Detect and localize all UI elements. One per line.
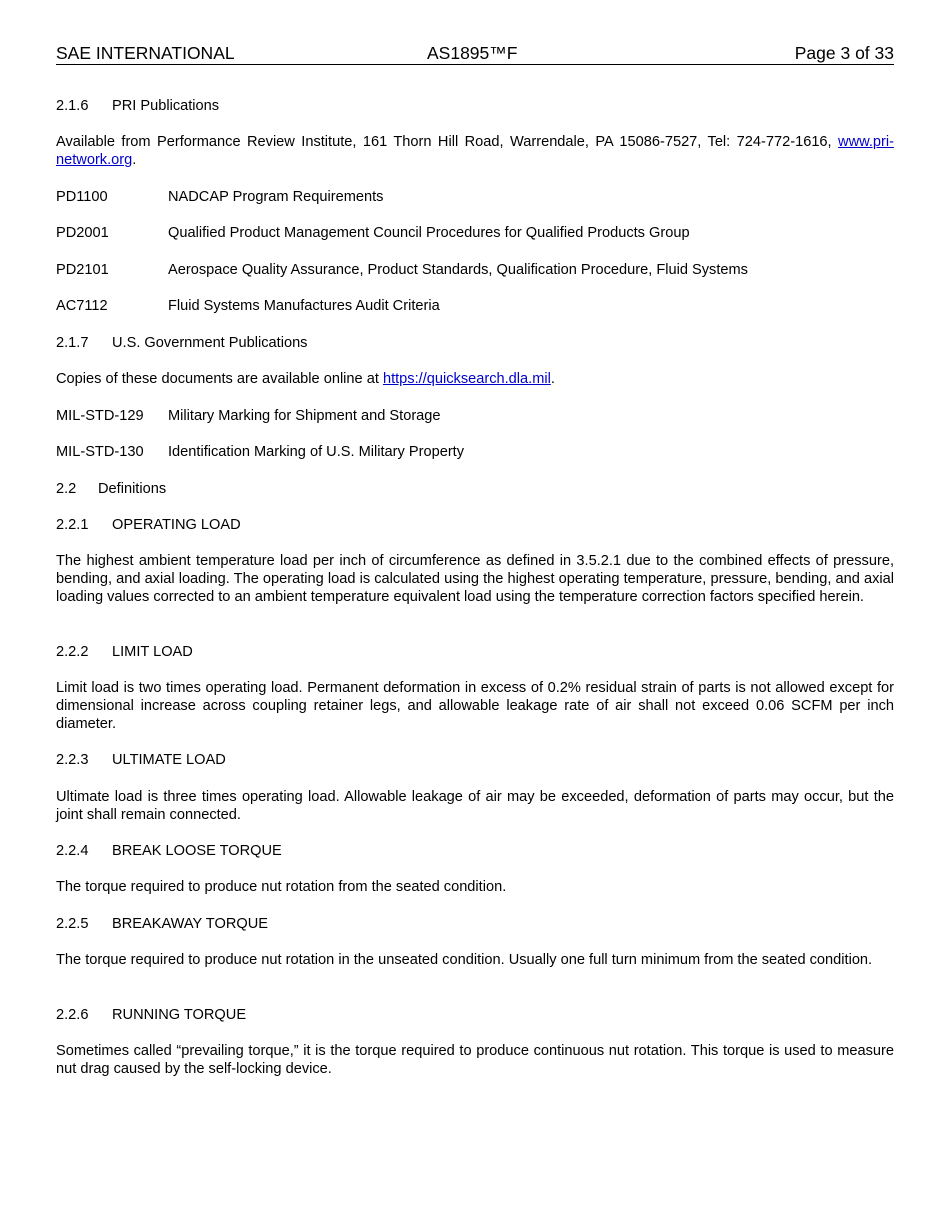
- reference-code: AC7112: [56, 298, 108, 314]
- section-title: PRI Publications: [112, 98, 220, 114]
- section-heading-2-2-2: [56, 643, 894, 661]
- section-heading-2-2-4: [56, 842, 894, 860]
- reference-title: NADCAP Program Requirements: [168, 189, 384, 205]
- paragraph-text: Available from Performance Review Institute, 161 Thorn Hill Road, Warrendale, PA 15086-7527, Tel: 724-772-1616,: [56, 134, 832, 150]
- reference-item: [56, 297, 894, 315]
- reference-item: [56, 407, 894, 425]
- reference-item: [56, 261, 894, 279]
- section-heading-2-2: [56, 480, 894, 498]
- section-title: U.S. Government Publications: [112, 335, 308, 351]
- section-title: Definitions: [98, 481, 167, 497]
- section-number: 2.1.7: [56, 335, 89, 351]
- reference-item: [56, 443, 894, 461]
- reference-title: Fluid Systems Manufactures Audit Criteria: [168, 298, 440, 314]
- reference-code: MIL-STD-130: [56, 444, 144, 460]
- section-heading-2-1-7: [56, 334, 894, 352]
- limit-load-definition: Limit load is two times operating load. Permanent deformation in excess of 0.2% residual strain of parts is not allowed except for dimensional increase across coupling retainer legs, and allowable leakage rate of air shall not exceed 0.06 SCFM per inch diameter.: [56, 680, 894, 733]
- section-title: OPERATING LOAD: [112, 517, 241, 533]
- reference-code: PD2101: [56, 262, 109, 278]
- section-title: LIMIT LOAD: [112, 644, 193, 660]
- reference-title: Qualified Product Management Council Procedures for Qualified Products Group: [168, 225, 690, 241]
- header-organization: SAE INTERNATIONAL: [56, 43, 235, 63]
- section-number: 2.2: [56, 481, 77, 497]
- section-number: 2.2.5: [56, 916, 89, 932]
- reference-title: Military Marking for Shipment and Storage: [168, 408, 441, 424]
- section-heading-2-2-6: [56, 1006, 894, 1024]
- section-number: 2.2.1: [56, 517, 89, 533]
- ultimate-load-definition: Ultimate load is three times operating load. Allowable leakage of air may be exceeded, deformation of parts may occur, but the joint shall remain connected.: [56, 789, 894, 824]
- break-loose-torque-definition: The torque required to produce nut rotation from the seated condition.: [56, 879, 507, 895]
- reference-item: [56, 224, 894, 242]
- section-title: BREAKAWAY TORQUE: [112, 916, 268, 932]
- section-number: 2.2.2: [56, 644, 89, 660]
- section-number: 2.2.6: [56, 1007, 89, 1023]
- running-torque-definition: Sometimes called “prevailing torque,” it is the torque required to produce continuous nut rotation. This torque is used to measure nut drag caused by the self-locking device.: [56, 1043, 894, 1078]
- pri-website-link[interactable]: www.pri-network.org: [56, 134, 894, 169]
- section-heading-2-2-5: [56, 915, 894, 933]
- section-heading-2-1-6: [56, 97, 894, 115]
- section-number: 2.1.6: [56, 98, 89, 114]
- header-document-number: AS1895™F: [427, 43, 518, 63]
- pri-availability-paragraph: Available from Performance Review Institute, 161 Thorn Hill Road, Warrendale, PA 15086-7527, Tel: 724-772-1616, www.pri-network.org.: [56, 134, 894, 169]
- breakaway-torque-definition: The torque required to produce nut rotation in the unseated condition. Usually one full turn minimum from the seated condition.: [56, 952, 873, 968]
- section-title: BREAK LOOSE TORQUE: [112, 843, 282, 859]
- paragraph-text: Copies of these documents are available online at: [56, 371, 379, 387]
- operating-load-definition: The highest ambient temperature load per inch of circumference as defined in 3.5.2.1 due to the combined effects of pressure, bending, and axial loading. The operating load is calculated using the highest operating temperature, pressure, bending, and axial loading values corrected to an ambient temperature equivalent load using the temperature correction factors specified herein.: [56, 553, 894, 606]
- page-header: [56, 42, 894, 65]
- reference-title: Aerospace Quality Assurance, Product Standards, Qualification Procedure, Fluid Systems: [168, 262, 748, 278]
- reference-code: PD2001: [56, 225, 109, 241]
- section-title: ULTIMATE LOAD: [112, 752, 226, 768]
- reference-code: MIL-STD-129: [56, 408, 144, 424]
- dla-quicksearch-link[interactable]: https://quicksearch.dla.mil: [382, 371, 551, 387]
- government-availability-paragraph: Copies of these documents are available online at https://quicksearch.dla.mil.: [56, 371, 555, 387]
- reference-item: [56, 188, 894, 206]
- header-page-number: Page 3 of 33: [794, 43, 894, 63]
- section-number: 2.2.4: [56, 843, 89, 859]
- section-title: RUNNING TORQUE: [112, 1007, 247, 1023]
- reference-code: PD1100: [56, 189, 108, 205]
- section-heading-2-2-3: [56, 751, 894, 769]
- reference-title: Identification Marking of U.S. Military Property: [168, 444, 465, 460]
- section-heading-2-2-1: [56, 516, 894, 534]
- section-number: 2.2.3: [56, 752, 89, 768]
